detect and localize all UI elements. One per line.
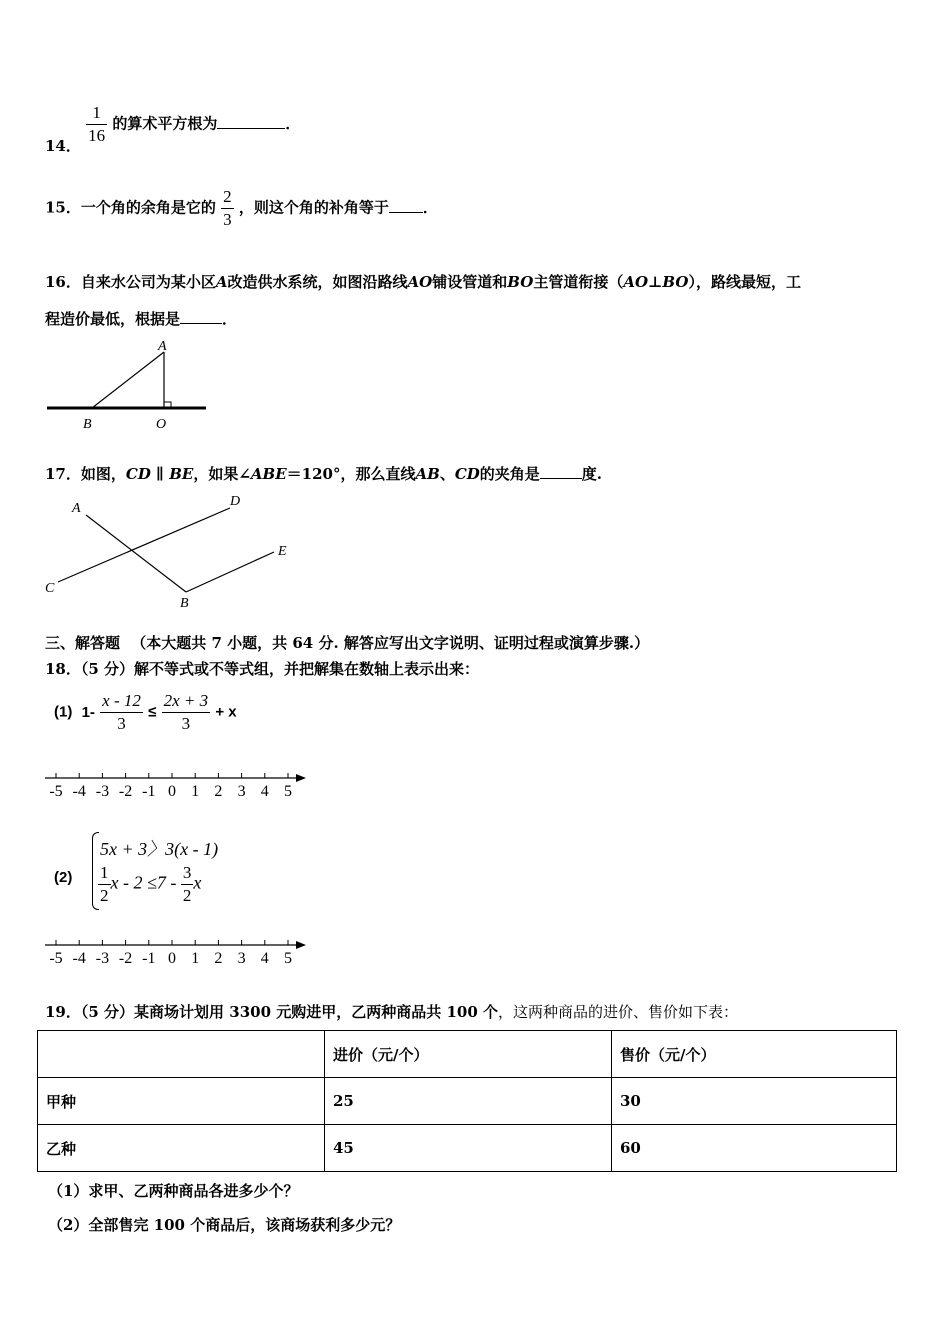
section-title: 三、解答题 [45, 634, 121, 652]
question-text: 18．（5 分）解不等式或不等式组，并把解集在数轴上表示出来： [45, 660, 480, 678]
question-text: 19．（5 分）某商场计划用 3300 元购进甲，乙两种商品共 100 个 [45, 1003, 498, 1021]
variable: BO [507, 273, 534, 291]
question-19-sub2: （2）全部售完 100 个商品后，该商场获利多少元？ [48, 1216, 401, 1234]
question-number: 15． [45, 198, 81, 217]
line-AB [86, 515, 186, 592]
variable: AO [407, 273, 433, 291]
fraction [181, 862, 194, 907]
table-header-row [38, 1031, 897, 1078]
question-end: 度. [581, 465, 603, 483]
question-16-line1 [45, 271, 801, 292]
axis-ticks [49, 940, 292, 967]
tail-term: + x [215, 703, 237, 721]
question-end: ． [422, 198, 438, 217]
table-cell: 25 [325, 1078, 612, 1125]
question-18-part2-label [54, 868, 72, 886]
fraction [100, 690, 143, 735]
price-table [37, 1030, 897, 1172]
tick-label: 4 [260, 950, 269, 967]
fraction [221, 186, 234, 231]
answer-blank [540, 464, 582, 479]
line-ab: AB [415, 465, 440, 483]
fraction [86, 102, 107, 147]
table-row [38, 1125, 897, 1172]
question-18-header [45, 658, 479, 679]
label-O: O [156, 417, 167, 432]
table-header-cell [38, 1031, 325, 1078]
question-text: ，这两种商品的进价、售价如下表： [497, 1003, 738, 1021]
tick-label: -2 [118, 950, 133, 967]
answer-blank [389, 198, 423, 213]
question-text: 改造供水系统，如图沿路线 [227, 273, 408, 291]
fraction-numerator: x - 12 [102, 691, 141, 710]
label-A: A [158, 339, 167, 354]
question-text: 一个角的余角是它的 [80, 198, 216, 217]
tick-label: 1 [191, 950, 200, 967]
question-text: ，则这个角的补角等于 [238, 198, 389, 217]
tick-label: 4 [260, 783, 269, 800]
fraction-denominator: 2 [100, 886, 109, 905]
figure-17 [38, 490, 308, 615]
question-text: 的夹角是 [479, 465, 540, 483]
tick-label: -4 [72, 950, 86, 967]
tick-label: 1 [191, 783, 200, 800]
system-middle: x - 2 ≤7 - [110, 872, 177, 893]
lead-term: 1- [81, 703, 95, 721]
parallel-expression: CD ∥ BE [125, 465, 194, 483]
tick-label: 2 [214, 950, 223, 967]
question-number: 16． [45, 273, 81, 291]
tick-label: -1 [142, 950, 156, 967]
question-text: 主管道衔接（ [533, 273, 624, 291]
question-15 [45, 186, 438, 231]
question-16-line2 [45, 308, 237, 329]
fraction-denominator: 16 [88, 126, 106, 145]
question-19-sub1: （1）求甲、乙两种商品各进多少个？ [48, 1182, 299, 1200]
fraction-denominator: 3 [223, 210, 232, 229]
fraction-numerator: 2x + 3 [163, 691, 209, 710]
label-B: B [83, 417, 92, 432]
segment-AB [92, 352, 164, 408]
fraction-numerator: 1 [100, 863, 109, 882]
tick-label: -5 [49, 950, 63, 967]
fraction-denominator: 3 [100, 712, 143, 735]
table-header-cell: 售价（元/个） [612, 1031, 897, 1078]
question-19-header [45, 1001, 738, 1022]
section-description: （本大题共 7 小题，共 64 分. 解答应写出文字说明、证明过程或演算步骤.） [131, 634, 650, 652]
figure-16 [40, 335, 220, 435]
variable: A [215, 273, 228, 291]
table-cell: 乙种 [38, 1125, 325, 1172]
table-cell: 60 [612, 1125, 897, 1172]
tick-label: 0 [168, 783, 176, 800]
table-cell: 30 [612, 1078, 897, 1125]
separator: 、 [439, 465, 455, 483]
fraction [98, 862, 111, 907]
part-label: (1) [54, 703, 73, 721]
question-text: 铺设管道和 [432, 273, 508, 291]
system-line-2 [98, 862, 201, 907]
perpendicular-expression: AO⊥BO [623, 273, 689, 291]
tick-label: -5 [49, 783, 63, 800]
label-E: E [278, 544, 287, 559]
fraction [162, 690, 211, 735]
question-text: 的算术平方根为 [112, 114, 218, 133]
tick-label: 5 [284, 950, 292, 967]
part-label: (2) [54, 869, 73, 886]
label-D: D [230, 494, 241, 509]
section-3-heading [45, 632, 649, 653]
answer-blank [217, 114, 285, 129]
question-14 [45, 102, 301, 155]
question-text: 如图， [80, 465, 126, 483]
relation: ≤ [148, 703, 157, 721]
question-text: ，如果∠ [193, 465, 251, 483]
system-line-1: 5x + 3〉3(x - 1) [100, 839, 219, 859]
question-text: 程造价最低，根据是 [45, 310, 181, 328]
fraction-denominator: 3 [162, 712, 211, 735]
axis-arrow [296, 941, 306, 949]
question-text: 自来水公司为某小区 [80, 273, 216, 291]
table-cell: 45 [325, 1125, 612, 1172]
question-text: ），路线最短，工 [688, 273, 801, 291]
table-row [38, 1078, 897, 1125]
tick-label: 3 [237, 950, 246, 967]
tick-label: -4 [72, 783, 86, 800]
fraction-numerator: 2 [223, 187, 232, 206]
question-number: 17． [45, 465, 81, 483]
line-CD [58, 508, 230, 582]
fraction-numerator: 1 [92, 103, 101, 122]
question-18-part1 [54, 690, 237, 735]
number-line-1 [40, 766, 310, 806]
label-B: B [180, 596, 189, 611]
question-text: ＝120°，那么直线 [286, 465, 416, 483]
number-line-2 [40, 933, 310, 973]
axis-ticks [49, 773, 292, 800]
axis-arrow [296, 774, 306, 782]
question-end: ． [285, 114, 301, 133]
fraction-denominator: 2 [182, 886, 192, 905]
tick-label: 2 [214, 783, 223, 800]
angle-name: ABE [250, 465, 287, 483]
line-BE [186, 552, 274, 592]
tick-label: -2 [118, 783, 133, 800]
variable: x [193, 872, 202, 893]
label-A: A [72, 501, 81, 516]
table-cell: 甲种 [38, 1078, 325, 1125]
line-cd: CD [454, 465, 480, 483]
tick-label: -1 [142, 783, 156, 800]
table-header-cell: 进价（元/个） [325, 1031, 612, 1078]
label-C: C [45, 581, 55, 596]
tick-label: 3 [237, 783, 246, 800]
fraction-numerator: 3 [182, 863, 192, 882]
tick-label: -3 [95, 950, 110, 967]
tick-label: -3 [95, 783, 110, 800]
tick-label: 5 [284, 783, 292, 800]
question-end: ． [222, 310, 238, 328]
tick-label: 0 [168, 950, 176, 967]
answer-blank [180, 309, 222, 324]
question-number: 14． [45, 136, 81, 155]
question-17 [45, 463, 602, 484]
